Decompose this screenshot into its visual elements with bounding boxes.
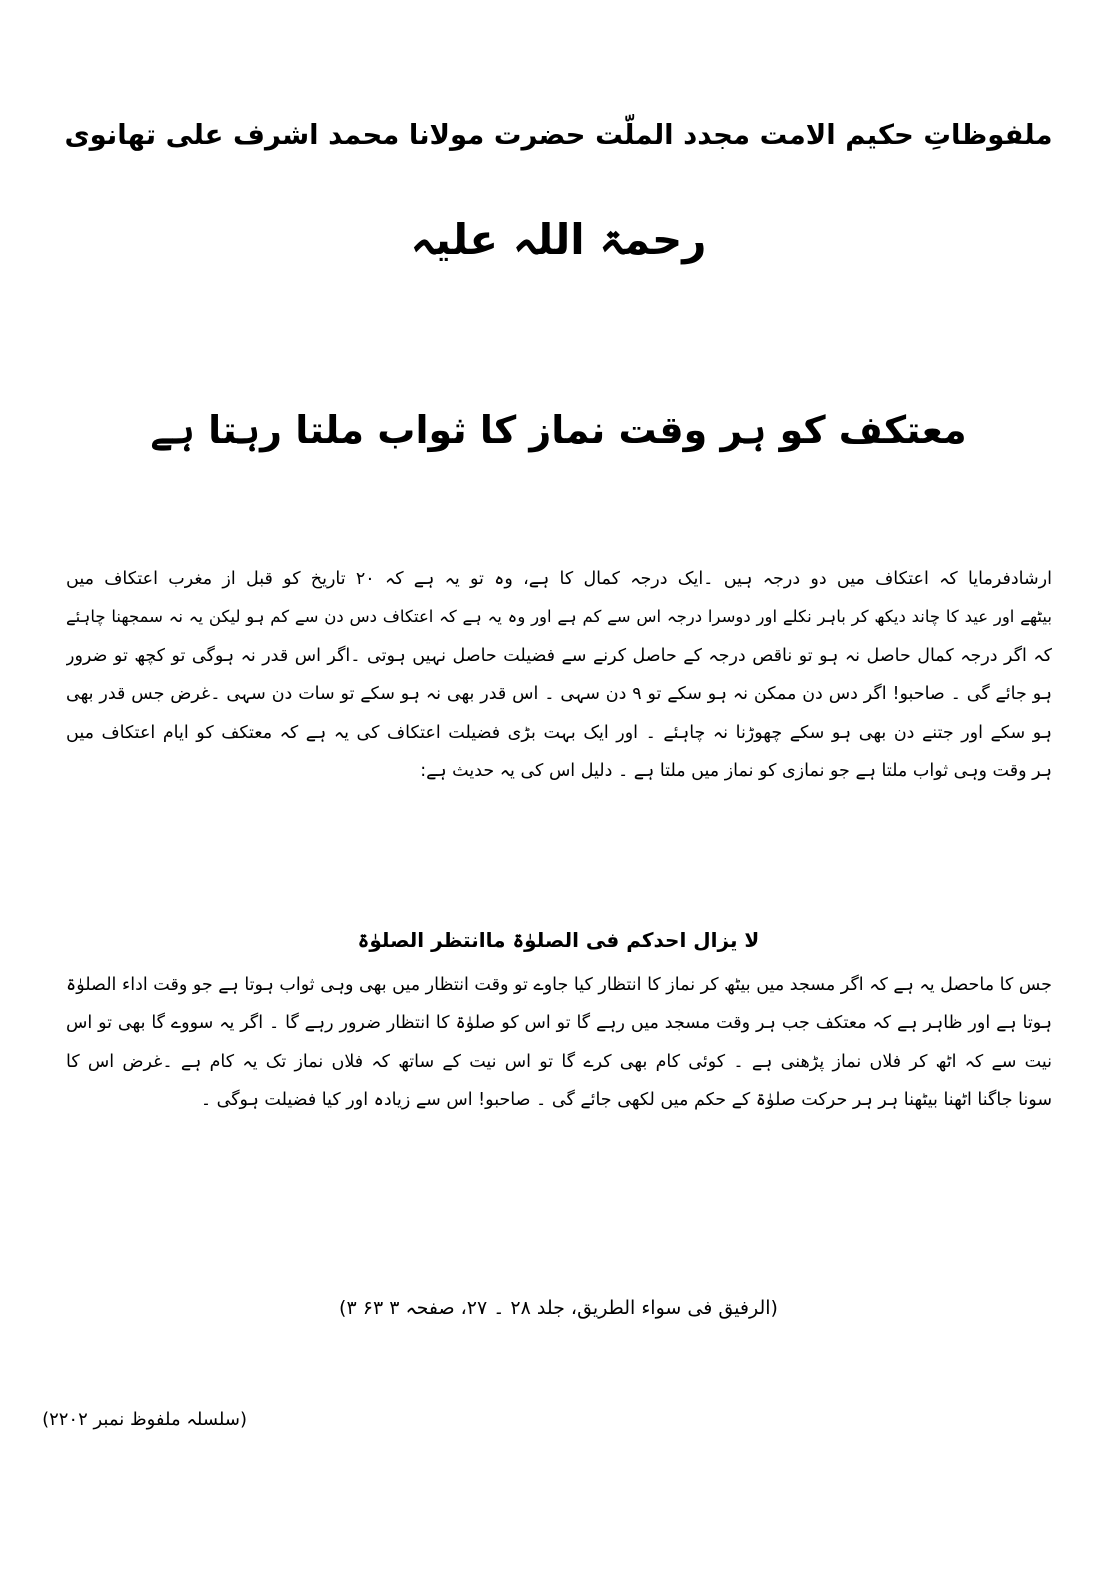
paragraph-line: ہوتا ہے اور ظاہر ہے کہ معتکف جب ہر وقت مسجد میں رہے گا تو اس کو صلوٰۃ کا انتظار ضرور رہے گا ۔ اگر یہ سووے گا بھی تو اس: [66, 1013, 1052, 1034]
document-title: ملفوظاتِ حکیم الامت مجدد الملّت حضرت مولانا محمد اشرف علی تھانوی: [64, 119, 1053, 151]
paragraph-line: جس کا ماحصل یہ ہے کہ اگر مسجد میں بیٹھ کر نماز کا انتظار کیا جاوے تو وقت انتظار میں بھی وہی ثواب ہوتا ہے جو وقت اداء الصلوٰۃ: [66, 975, 1052, 995]
source-reference: (الرفیق فی سواء الطریق، جلد ۲۸ ۔ ۲۷، صفحہ ۳ ۶۳ ۳): [339, 1297, 778, 1319]
hadith-quote: لا یزال احدکم فی الصلوٰۃ ماانتظر الصلوٰۃ: [357, 928, 760, 952]
paragraph-1: [66, 560, 1052, 790]
series-number: (سلسلہ ملفوظ نمبر ۲۲۰۲): [42, 1409, 247, 1430]
paragraph-line: نیت سے کہ اٹھ کر فلاں نماز پڑھنی ہے ۔ کوئی کام بھی کرے گا تو اس نیت کے ساتھ کہ فلاں نماز تک یہ کام ہے ۔غرض اس کا: [66, 1051, 1052, 1072]
paragraph-line: ارشادفرمایا کہ اعتکاف میں دو درجہ ہیں ۔ایک درجہ کمال کا ہے، وہ تو یہ ہے کہ ۲۰ تاریخ کو قبل از مغرب اعتکاف میں: [66, 569, 1052, 589]
paragraph-line: ہو جائے گی ۔ صاحبو! اگر دس دن ممکن نہ ہو سکے تو ۹ دن سہی ۔ اس قدر بھی نہ ہو سکے تو سات دن سہی ۔غرض جس قدر بھی: [66, 684, 1052, 705]
paragraph-line: بیٹھے اور عید کا چاند دیکھ کر باہر نکلے اور دوسرا درجہ اس سے کم ہے اور وہ یہ ہے کہ اعتکاف دس دن سے کم ہو لیکن یہ نہ سمجھنا چاہئے: [66, 607, 1052, 627]
paragraph-2: [66, 966, 1052, 1120]
document-title-honorific: رحمۃ اللہ علیہ: [410, 215, 707, 264]
section-heading: معتکف کو ہر وقت نماز کا ثواب ملتا رہتا ہے: [150, 408, 967, 452]
paragraph-line: کہ اگر درجہ کمال حاصل نہ ہو تو ناقص درجہ کے حاصل کرنے سے فضیلت حاصل نہیں ہوتی ۔اگر اس قدر نہ ہوگی تو کچھ تو ضرور: [66, 645, 1052, 666]
paragraph-line: ہر وقت وہی ثواب ملتا ہے جو نمازی کو نماز میں ملتا ہے ۔ دلیل اس کی یہ حدیث ہے:: [420, 760, 1052, 781]
paragraph-line: سونا جاگنا اٹھنا بیٹھنا ہر ہر حرکت صلوٰۃ کے حکم میں لکھی جائے گی ۔ صاحبو! اس سے زیادہ اور کیا فضیلت ہوگی ۔: [200, 1090, 1052, 1111]
paragraph-line: ہو سکے اور جتنے دن بھی ہو سکے چھوڑنا نہ چاہئے ۔ اور ایک بہت بڑی فضیلت اعتکاف کی یہ ہے کہ معتکف کو ایام اعتکاف میں: [66, 722, 1052, 743]
